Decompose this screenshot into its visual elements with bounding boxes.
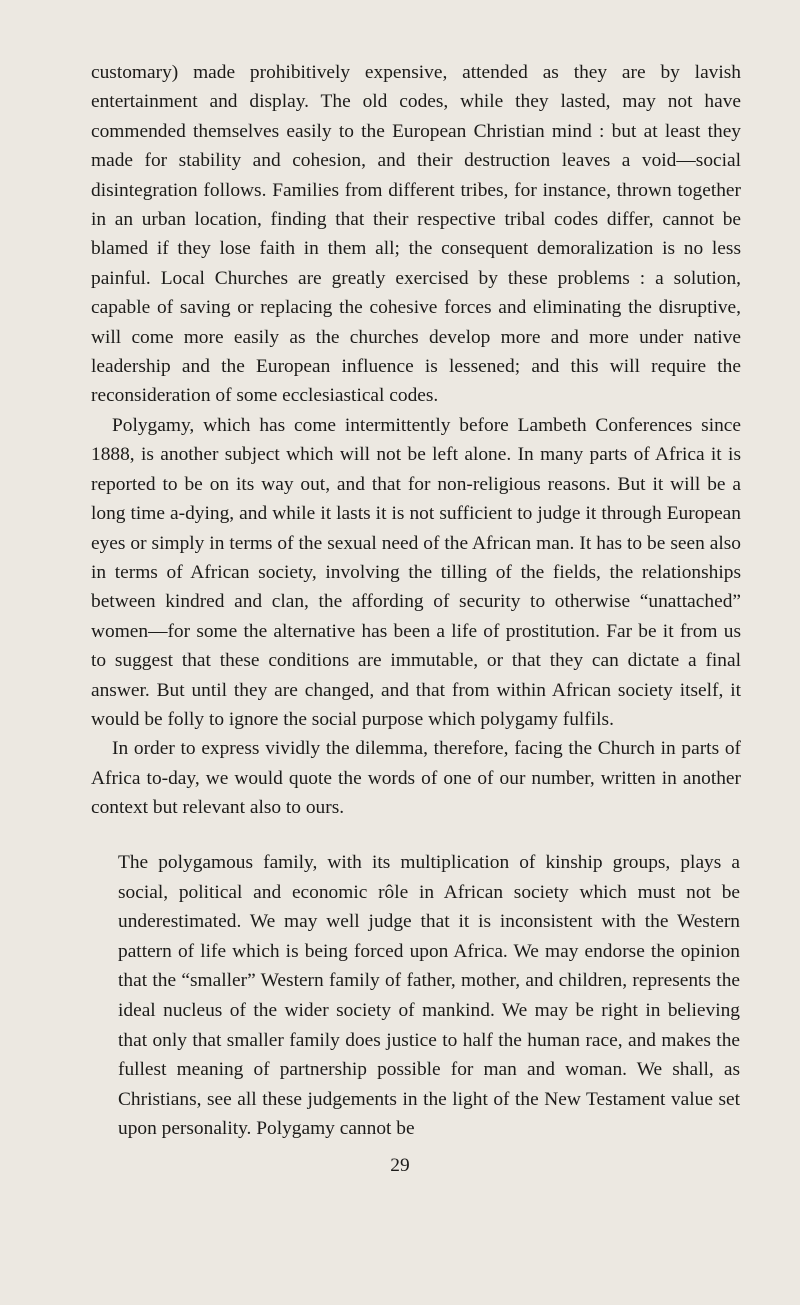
block-quote: The polygamous family, with its multiplication of kinship groups, plays a social, political and economic rôle in African society which must not be underestimated. We may well judge that it is inconsistent with the Western pattern of life which is being forced upon Africa. We may endorse the opinion that the “smaller” Western family of father, mother, and children, represents the ideal nucleus of the wider society of mankind. We may be right in believing that only that smaller family does justice to half the human race, and makes the fullest meaning of partnership possible for man and woman. We shall, as Christians, see all these judgements in the light of the New Testament value set upon personality. Polygamy cannot be xyxy=(118,852,740,1140)
paragraph-dilemma: In order to express vividly the dilemma, therefore, facing the Church in parts of Africa to-day, we would quote the words of one of our number, written in another context but relevant also to ours. xyxy=(91,738,741,819)
paragraph-polygamy: Polygamy, which has come intermittently before Lambeth Conferences since 1888, is another subject which will not be left alone. In many parts of Africa it is reported to be on its way out, and that for non-religious reasons. But it will be a long time a-dying, and while it lasts it is not sufficient to judge it through European eyes or simply in terms of the sexual need of the African man. It has to be seen also in terms of African society, involving the tilling of the fields, the relationships between kindred and clan, the affording of security to otherwise “unattached” women—for some the alternative has been a life of prostitution. Far be it from us to suggest that these conditions are immutable, or that they can dictate a final answer. But until they are changed, and that from within African society itself, it would be folly to ignore the social purpose which polygamy fulfils. xyxy=(91,414,741,730)
paragraph-continuation: customary) made prohibitively expensive, attended as they are by lavish entertainment and display. The old codes, while they lasted, may not have commended themselves easily to the European Christian mind : but at least they made for stability and cohesion, and their destruction leaves a void—social disintegration follows. Families from different tribes, for instance, thrown together in an urban location, finding that their respective tribal codes differ, cannot be blamed if they lose faith in them all; the consequent demoralization is no less painful. Local Churches are greatly exercised by these problems : a solution, capable of saving or replacing the cohesive forces and eliminating the disruptive, will come more easily as the churches develop more and more under native leadership and the European influence is lessened; and this will require the reconsideration of some ecclesiastical codes. xyxy=(91,62,741,407)
body-text xyxy=(91,58,741,823)
page-number: 29 xyxy=(390,1155,410,1176)
